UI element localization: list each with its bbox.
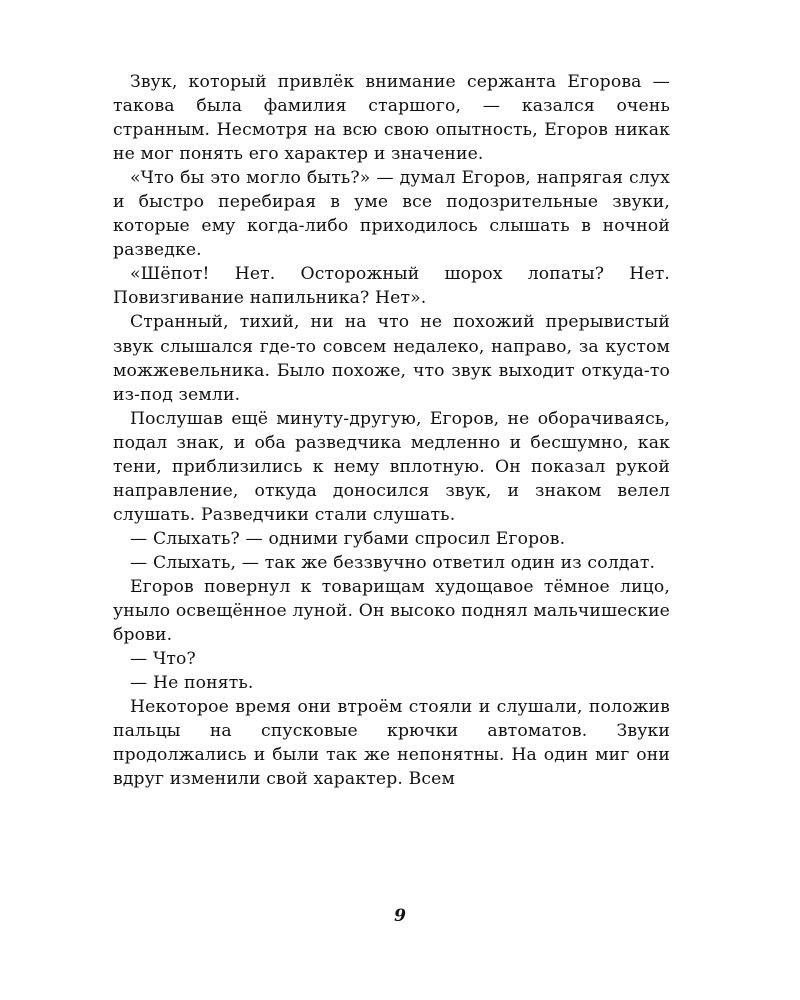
paragraph: — Не понять. [130, 673, 254, 694]
paragraph: — Слыхать? — одними губами спросил Егоров. [130, 528, 566, 549]
paragraph: Послушав ещё минуту-другую, Егоров, не оборачиваясь, подал знак, и оба разведчика медленно и бесшумно, как тени, приблизились к нему вплотную. Он показал рукой направление, откуда доносился звук, и знаком велел слушать. Разведчики стали слушать. [113, 408, 670, 525]
page-text [113, 70, 670, 791]
paragraph: — Слыхать, — так же беззвучно ответил один из солдат. [130, 552, 656, 573]
paragraph: — Что? [130, 649, 196, 670]
paragraph: «Что бы это могло быть?» — думал Егоров, напрягая слух и быстро перебирая в уме все подозрительные звуки, которые ему когда-либо приходилось слышать в ночной разведке. [113, 168, 670, 261]
page-number: 9 [394, 906, 406, 926]
paragraph: Некоторое время они втроём стояли и слушали, положив пальцы на спусковые крючки автоматов. Звуки продолжались и были так же непонятны. На один миг они вдруг изменили свой характер. Всем [113, 697, 670, 790]
paragraph: Странный, тихий, ни на что не похожий прерывистый звук слышался где-то совсем недалеко, направо, за кустом можжевельника. Было похоже, что звук выходит откуда-то из-под земли. [113, 312, 670, 405]
paragraph: Егоров повернул к товарищам худощавое тёмное лицо, уныло освещённое луной. Он высоко поднял мальчишеские брови. [113, 576, 670, 646]
paragraph: Звук, который привлёк внимание сержанта Егорова — такова была фамилия старшого, — казался очень странным. Несмотря на всю свою опытность, Егоров никак не мог понять его характер и значение. [113, 72, 670, 165]
paragraph: «Шёпот! Нет. Осторожный шорох лопаты? Нет. Повизгивание напильника? Нет». [113, 264, 670, 309]
